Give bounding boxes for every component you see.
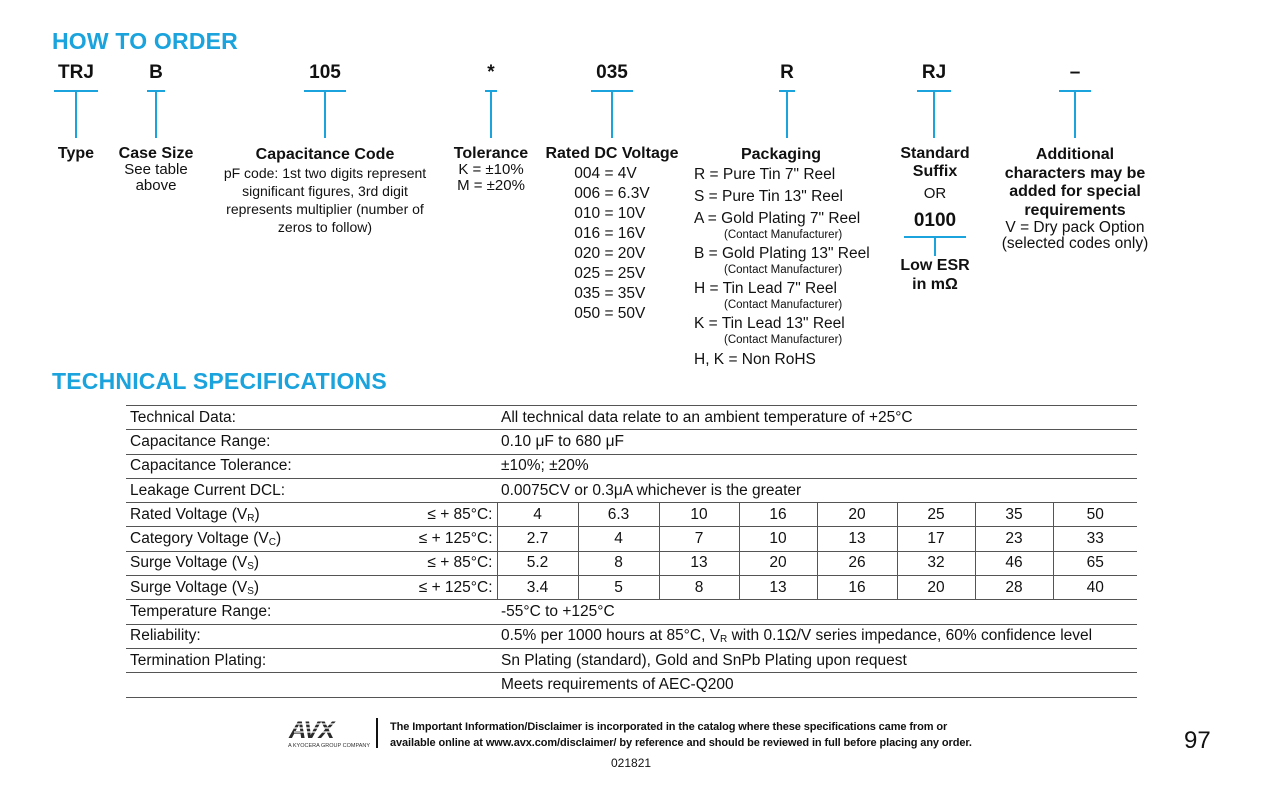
how-to-order-heading: HOW TO ORDER: [52, 28, 238, 54]
table-cell: 16: [739, 503, 817, 527]
table-cell: 10: [739, 527, 817, 551]
document-code: 021821: [611, 756, 652, 770]
tolerance-label: Tolerance K = ±10% M = ±20%: [453, 145, 529, 194]
code-voltage: 035: [587, 62, 637, 138]
table-cell: 23: [975, 527, 1053, 551]
code-capacitance: 105: [300, 62, 350, 138]
table-cell: 20: [897, 576, 975, 600]
spec-label: Capacitance Range:: [126, 430, 405, 454]
table-row: [126, 648, 1137, 672]
standard-suffix-label: Standard Suffix OR 0100 Low ESR in mΩ: [888, 146, 982, 293]
pack-item: R = Pure Tin 7" Reel: [694, 166, 836, 183]
code-suffix: RJ: [914, 62, 954, 138]
table-cell: 4: [578, 527, 659, 551]
voltage-code-list: 004 = 4V 006 = 6.3V 010 = 10V 016 = 16V 020 = 20V 025 = 25V 035 = 35V 050 = 50V: [574, 165, 650, 322]
table-cell: 26: [817, 551, 897, 575]
rated-voltage-label: Rated DC Voltage 004 = 4V 006 = 6.3V 010 = 10V 016 = 16V 020 = 20V 025 = 25V 035 = 35V 050 = 50V: [545, 145, 679, 322]
table-row: [126, 527, 1137, 551]
pack-item: H = Tin Lead 7" Reel: [694, 280, 837, 297]
pack-item-note: (Contact Manufacturer): [724, 299, 843, 311]
type-label: Type: [57, 145, 95, 162]
spec-label: Category Voltage $(V_C)$: [126, 527, 405, 551]
spec-label: Reliability:: [126, 624, 405, 648]
table-row: [126, 624, 1137, 648]
pack-item: B = Gold Plating 13" Reel: [694, 245, 870, 262]
table-cell: 4: [497, 503, 578, 527]
pack-item-note: (Contact Manufacturer): [724, 334, 843, 346]
table-cell: 65: [1053, 551, 1137, 575]
disclaimer-text: The Important Information/Disclaimer is incorporated in the catalog where these specifications came from or available online at www.avx.com/disclaimer/ by reference and should be reviewed in full before placing any order.: [390, 721, 972, 749]
spec-label: Rated Voltage $(V_R)$: [126, 503, 405, 527]
spec-condition: ≤ + 125°C:: [405, 527, 497, 551]
spec-value: All technical data relate to an ambient temperature of +25°C: [497, 406, 1137, 430]
spec-label: Termination Plating:: [126, 648, 405, 672]
table-row: [126, 551, 1137, 575]
spec-condition: ≤ + 85°C:: [405, 551, 497, 575]
table-row: [126, 576, 1137, 600]
table-cell: 7: [659, 527, 739, 551]
table-cell: 46: [975, 551, 1053, 575]
code-additional: –: [1056, 62, 1094, 138]
table-cell: 33: [1053, 527, 1137, 551]
logo-subtitle: A KYOCERA GROUP COMPANY: [288, 743, 371, 749]
spec-label: Capacitance Tolerance:: [126, 454, 405, 478]
table-cell: 13: [659, 551, 739, 575]
table-row: [126, 430, 1137, 454]
table-row: [126, 406, 1137, 430]
svg-text:AVX: AVX: [289, 717, 334, 744]
spec-label: Leakage Current DCL:: [126, 478, 405, 502]
spec-condition: ≤ + 85°C:: [405, 503, 497, 527]
table-cell: 40: [1053, 576, 1137, 600]
table-row: [126, 478, 1137, 502]
table-cell: 3.4: [497, 576, 578, 600]
pack-item: K = Tin Lead 13" Reel: [694, 315, 845, 332]
spec-value: 0.0075CV or 0.3μA whichever is the greater: [497, 478, 1137, 502]
table-cell: 8: [578, 551, 659, 575]
code-tolerance: *: [478, 62, 504, 138]
spec-value: ±10%; ±20%: [497, 454, 1137, 478]
table-cell: 10: [659, 503, 739, 527]
specifications-table: [126, 405, 1137, 698]
spec-value: 0.5% per 1000 hours at 85°C, $V_R$ with 0.1Ω/V series impedance, 60% confidence level: [497, 624, 1137, 648]
spec-value: Meets requirements of AEC-Q200: [497, 673, 1137, 697]
spec-value: -55°C to +125°C: [497, 600, 1137, 624]
spec-label: Surge Voltage $(V_S)$: [126, 576, 405, 600]
table-cell: 17: [897, 527, 975, 551]
packaging-label: Packaging R = Pure Tin 7" Reel S = Pure Tin 13" Reel A = Gold Plating 7" Reel (Contact Manufacturer) B = Gold Plating 13" Reel (Contact Manufacturer) H = Tin Lead 7" Reel (Contact Manufacturer) K = Tin Lead 13" Reel (Contact Manufacturer) H, K = Non RoHS: [694, 146, 884, 369]
capacitance-code-label: Capacitance Code pF code: 1st two digits represent significant figures, 3rd digit represents multiplier (number of zeros to follow): [223, 146, 427, 235]
pack-item: H, K = Non RoHS: [694, 351, 816, 368]
pack-item-note: (Contact Manufacturer): [724, 264, 843, 276]
table-row: [126, 454, 1137, 478]
table-row: [126, 600, 1137, 624]
table-cell: 13: [817, 527, 897, 551]
table-row: [126, 673, 1137, 697]
spec-value: 0.10 μF to 680 μF: [497, 430, 1137, 454]
code-type: TRJ: [52, 62, 100, 138]
table-cell: 5: [578, 576, 659, 600]
spec-label: Surge Voltage $(V_S)$: [126, 551, 405, 575]
table-cell: 35: [975, 503, 1053, 527]
table-cell: 2.7: [497, 527, 578, 551]
spec-condition: ≤ + 125°C:: [405, 576, 497, 600]
table-cell: 50: [1053, 503, 1137, 527]
pack-item: A = Gold Plating 7" Reel: [694, 210, 861, 227]
footer-divider: [376, 718, 378, 748]
code-packaging: R: [772, 62, 802, 138]
table-cell: 28: [975, 576, 1053, 600]
table-cell: 20: [739, 551, 817, 575]
spec-label: Temperature Range:: [126, 600, 405, 624]
table-cell: 5.2: [497, 551, 578, 575]
table-cell: 25: [897, 503, 975, 527]
table-cell: 20: [817, 503, 897, 527]
page-number: 97: [1184, 727, 1211, 754]
table-row: [126, 503, 1137, 527]
table-cell: 13: [739, 576, 817, 600]
technical-specifications-heading: TECHNICAL SPECIFICATIONS: [52, 368, 387, 394]
case-size-label: Case Size See table above: [118, 145, 194, 194]
pack-item-note: (Contact Manufacturer): [724, 229, 843, 241]
spec-label: Technical Data:: [126, 406, 405, 430]
low-esr-code: 0100: [913, 210, 957, 231]
table-cell: 32: [897, 551, 975, 575]
table-cell: 6.3: [578, 503, 659, 527]
spec-value: Sn Plating (standard), Gold and SnPb Plating upon request: [497, 648, 1137, 672]
table-cell: 8: [659, 576, 739, 600]
table-cell: 16: [817, 576, 897, 600]
additional-characters-label: Additional characters may be added for special requirements V = Dry pack Option (selected codes only): [1001, 146, 1149, 252]
pack-item: S = Pure Tin 13" Reel: [694, 188, 843, 205]
code-case: B: [138, 62, 174, 138]
avx-logo: [288, 716, 371, 755]
